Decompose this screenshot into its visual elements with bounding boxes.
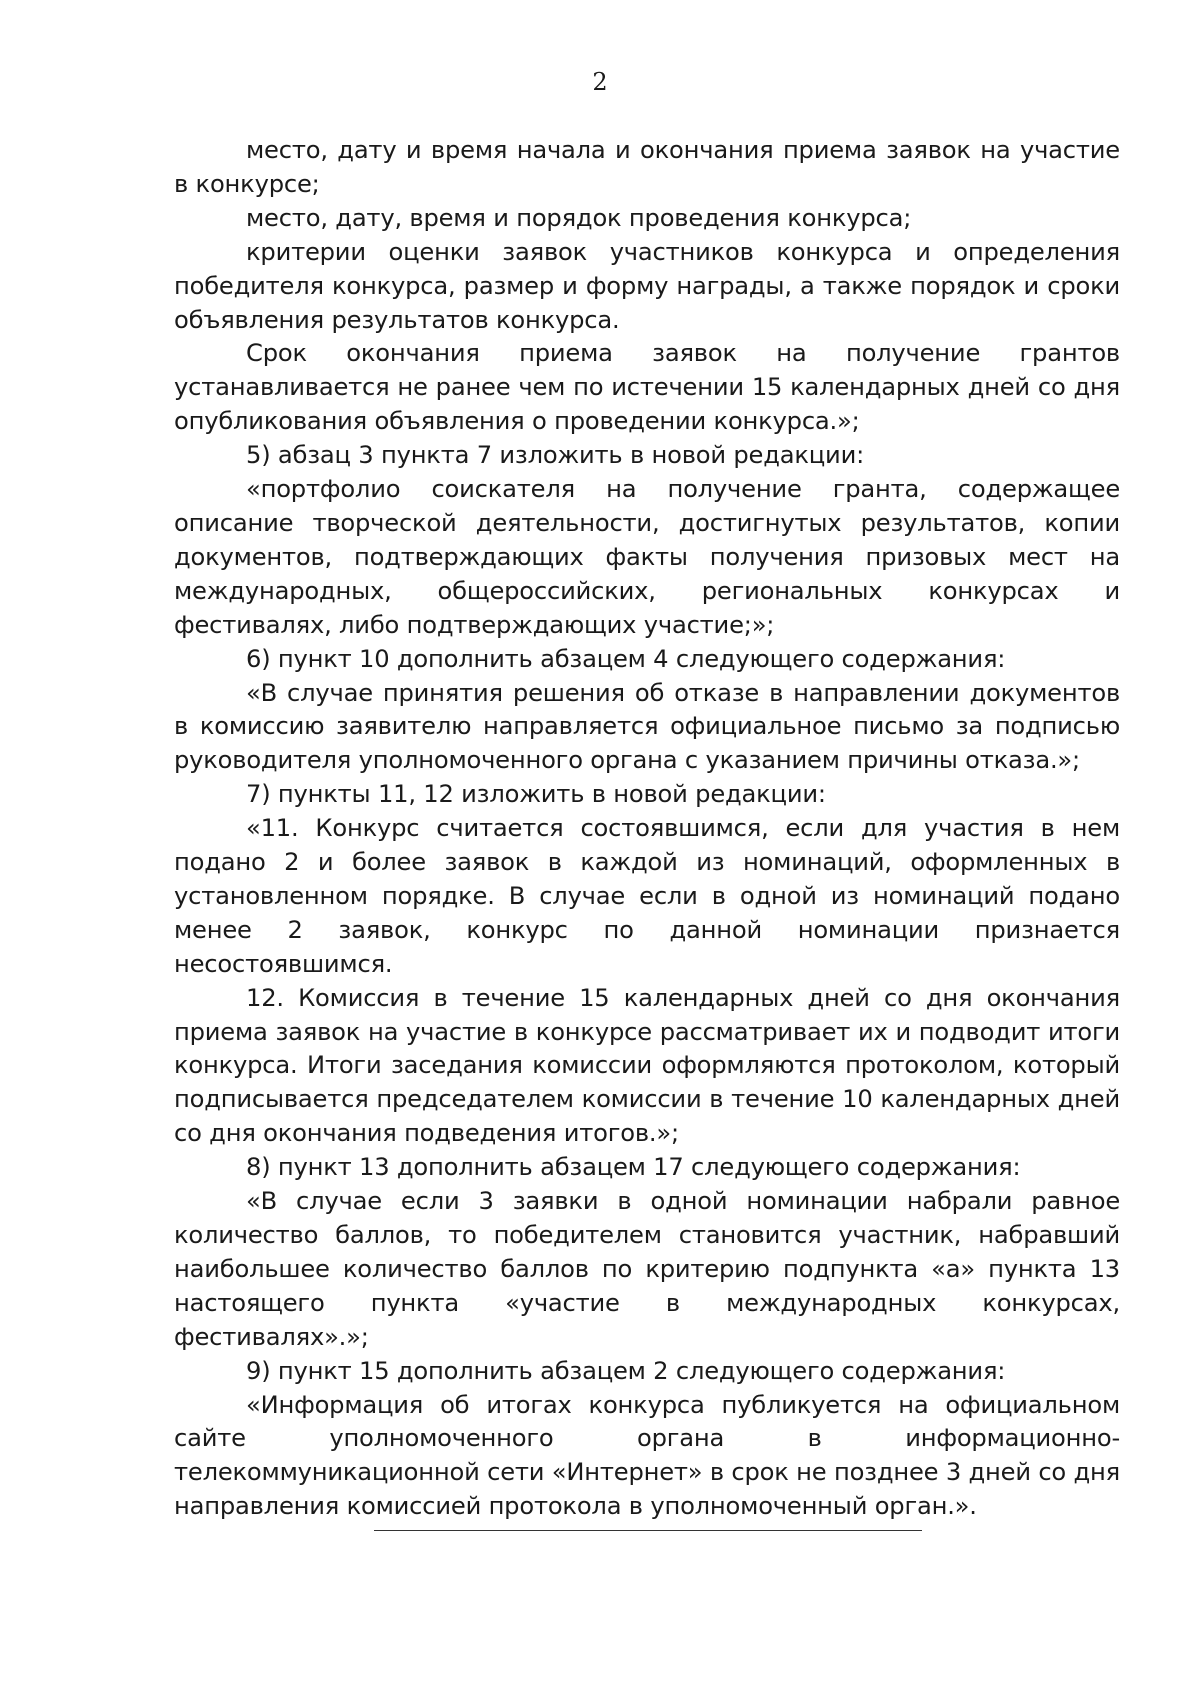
paragraph-12: 8) пункт 13 дополнить абзацем 17 следующего содержания: (246, 1153, 1021, 1182)
paragraph-15: «Информация об итогах конкурса публикуется на официальном сайте уполномоченного органа в информационно-телекоммуникационной сети «Интернет» в срок не позднее 3 дней со дня направления комиссией протокола в уполномоченный орган.». (174, 1390, 1120, 1521)
paragraph-10: «11. Конкурс считается состоявшимся, если для участия в нем подано 2 и более заявок в каждой из номинаций, оформленных в установленном порядке. В случае если в одной из номинаций подано менее 2 заявок, конкурс по данной номинации признается несостоявшимся. (174, 814, 1120, 978)
paragraph-9: 7) пункты 11, 12 изложить в новой редакции: (246, 780, 826, 809)
paragraph-11: 12. Комиссия в течение 15 календарных дней со дня окончания приема заявок на участие в конкурсе рассматривает их и подводит итоги конкурса. Итоги заседания комиссии оформляются протоколом, который подписывается председателем комиссии в течение 10 календарных дней со дня окончания подведения итогов.»; (174, 983, 1120, 1148)
paragraph-8: «В случае принятия решения об отказе в направлении документов в комиссию заявителю направляется официальное письмо за подписью руководителя уполномоченного органа с указанием причины отказа.»; (174, 678, 1120, 775)
paragraph-3: критерии оценки заявок участников конкурса и определения победителя конкурса, размер и форму награды, а также порядок и сроки объявления результатов конкурса. (174, 237, 1120, 334)
document-body (174, 134, 1120, 1524)
page-number: 2 (592, 68, 608, 96)
paragraph-13: «В случае если 3 заявки в одной номинации набрали равное количество баллов, то победителем становится участник, набравший наибольшее количество баллов по критерию подпункта «а» пункта 13 настоящего пункта «участие в международных конкурсах, фестивалях».»; (174, 1187, 1120, 1351)
paragraph-2: место, дату, время и порядок проведения конкурса; (246, 203, 912, 232)
end-divider-line (374, 1530, 922, 1531)
paragraph-4: Срок окончания приема заявок на получение грантов устанавливается не ранее чем по истечении 15 календарных дней со дня опубликования объявления о проведении конкурса.»; (174, 339, 1120, 436)
paragraph-7: 6) пункт 10 дополнить абзацем 4 следующего содержания: (246, 644, 1006, 673)
paragraph-6: «портфолио соискателя на получение гранта, содержащее описание творческой деятельности, достигнутых результатов, копии документов, подтверждающих факты получения призовых мест на международных, общероссийских, региональных конкурсах и фестивалях, либо подтверждающих участие;»; (174, 475, 1120, 639)
paragraph-5: 5) абзац 3 пункта 7 изложить в новой редакции: (246, 441, 865, 470)
paragraph-1: место, дату и время начала и окончания приема заявок на участие в конкурсе; (174, 136, 1120, 198)
paragraph-14: 9) пункт 15 дополнить абзацем 2 следующего содержания: (246, 1356, 1006, 1385)
